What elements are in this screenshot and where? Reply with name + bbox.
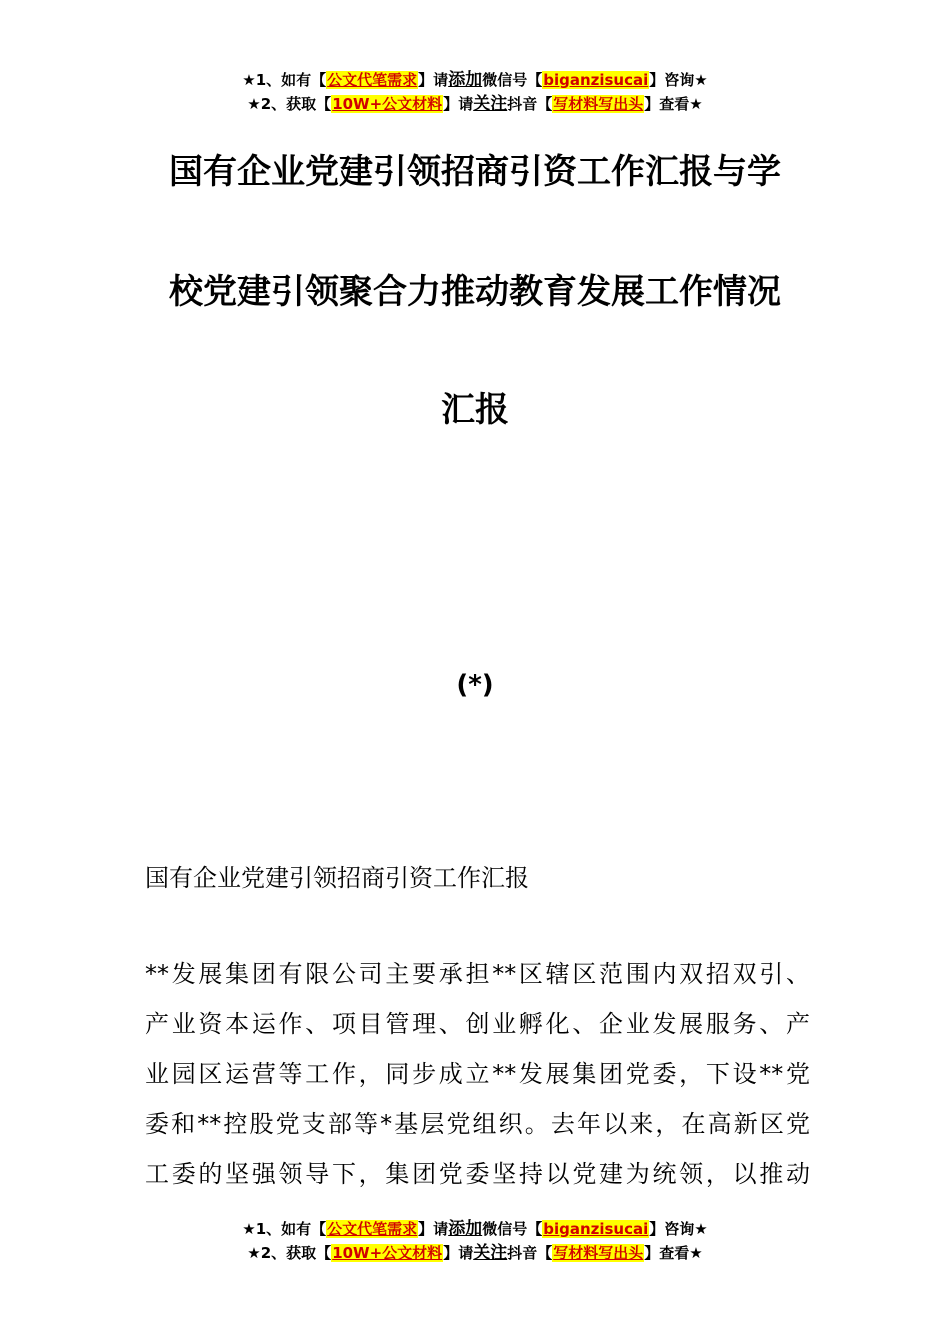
wechat-id: biganzisucai [543, 71, 649, 89]
material-highlight: 10W+公文材料 [332, 1244, 443, 1262]
banner-line-1: ★1、如有【公文代笔需求】请添加微信号【biganzisucai】咨询★ [242, 1219, 708, 1239]
footer-banner [0, 1217, 950, 1265]
wechat-id: biganzisucai [543, 1220, 649, 1238]
body-text-line: 工委的坚强领导下，集团党委坚持以党建为统领，以推动 [145, 1160, 810, 1188]
author-placeholder: (*) [456, 670, 494, 700]
document-title-line-1: 国有企业党建引领招商引资工作汇报与学 [169, 152, 781, 192]
document-title-line-3: 汇报 [441, 390, 509, 430]
service-highlight: 公文代笔需求 [327, 1220, 418, 1238]
banner-line-1: ★1、如有【公文代笔需求】请添加微信号【biganzisucai】咨询★ [242, 70, 708, 90]
douyin-account: 写材料写出头 [553, 95, 644, 113]
material-highlight: 10W+公文材料 [332, 95, 443, 113]
body-text-line: 业园区运营等工作，同步成立**发展集团党委，下设**党 [145, 1060, 810, 1088]
section-heading: 国有企业党建引领招商引资工作汇报 [145, 864, 529, 892]
body-text-line: **发展集团有限公司主要承担**区辖区范围内双招双引、 [145, 960, 810, 988]
banner-line-2: ★2、获取【10W+公文材料】请关注抖音【写材料写出头】查看★ [247, 94, 703, 114]
document-title-line-2: 校党建引领聚合力推动教育发展工作情况 [169, 272, 781, 312]
douyin-account: 写材料写出头 [553, 1244, 644, 1262]
banner-line-2: ★2、获取【10W+公文材料】请关注抖音【写材料写出头】查看★ [247, 1243, 703, 1263]
header-banner [0, 68, 950, 116]
body-text-line: 委和**控股党支部等*基层党组织。去年以来，在高新区党 [145, 1110, 810, 1138]
body-text-line: 产业资本运作、项目管理、创业孵化、企业发展服务、产 [145, 1010, 810, 1038]
service-highlight: 公文代笔需求 [327, 71, 418, 89]
